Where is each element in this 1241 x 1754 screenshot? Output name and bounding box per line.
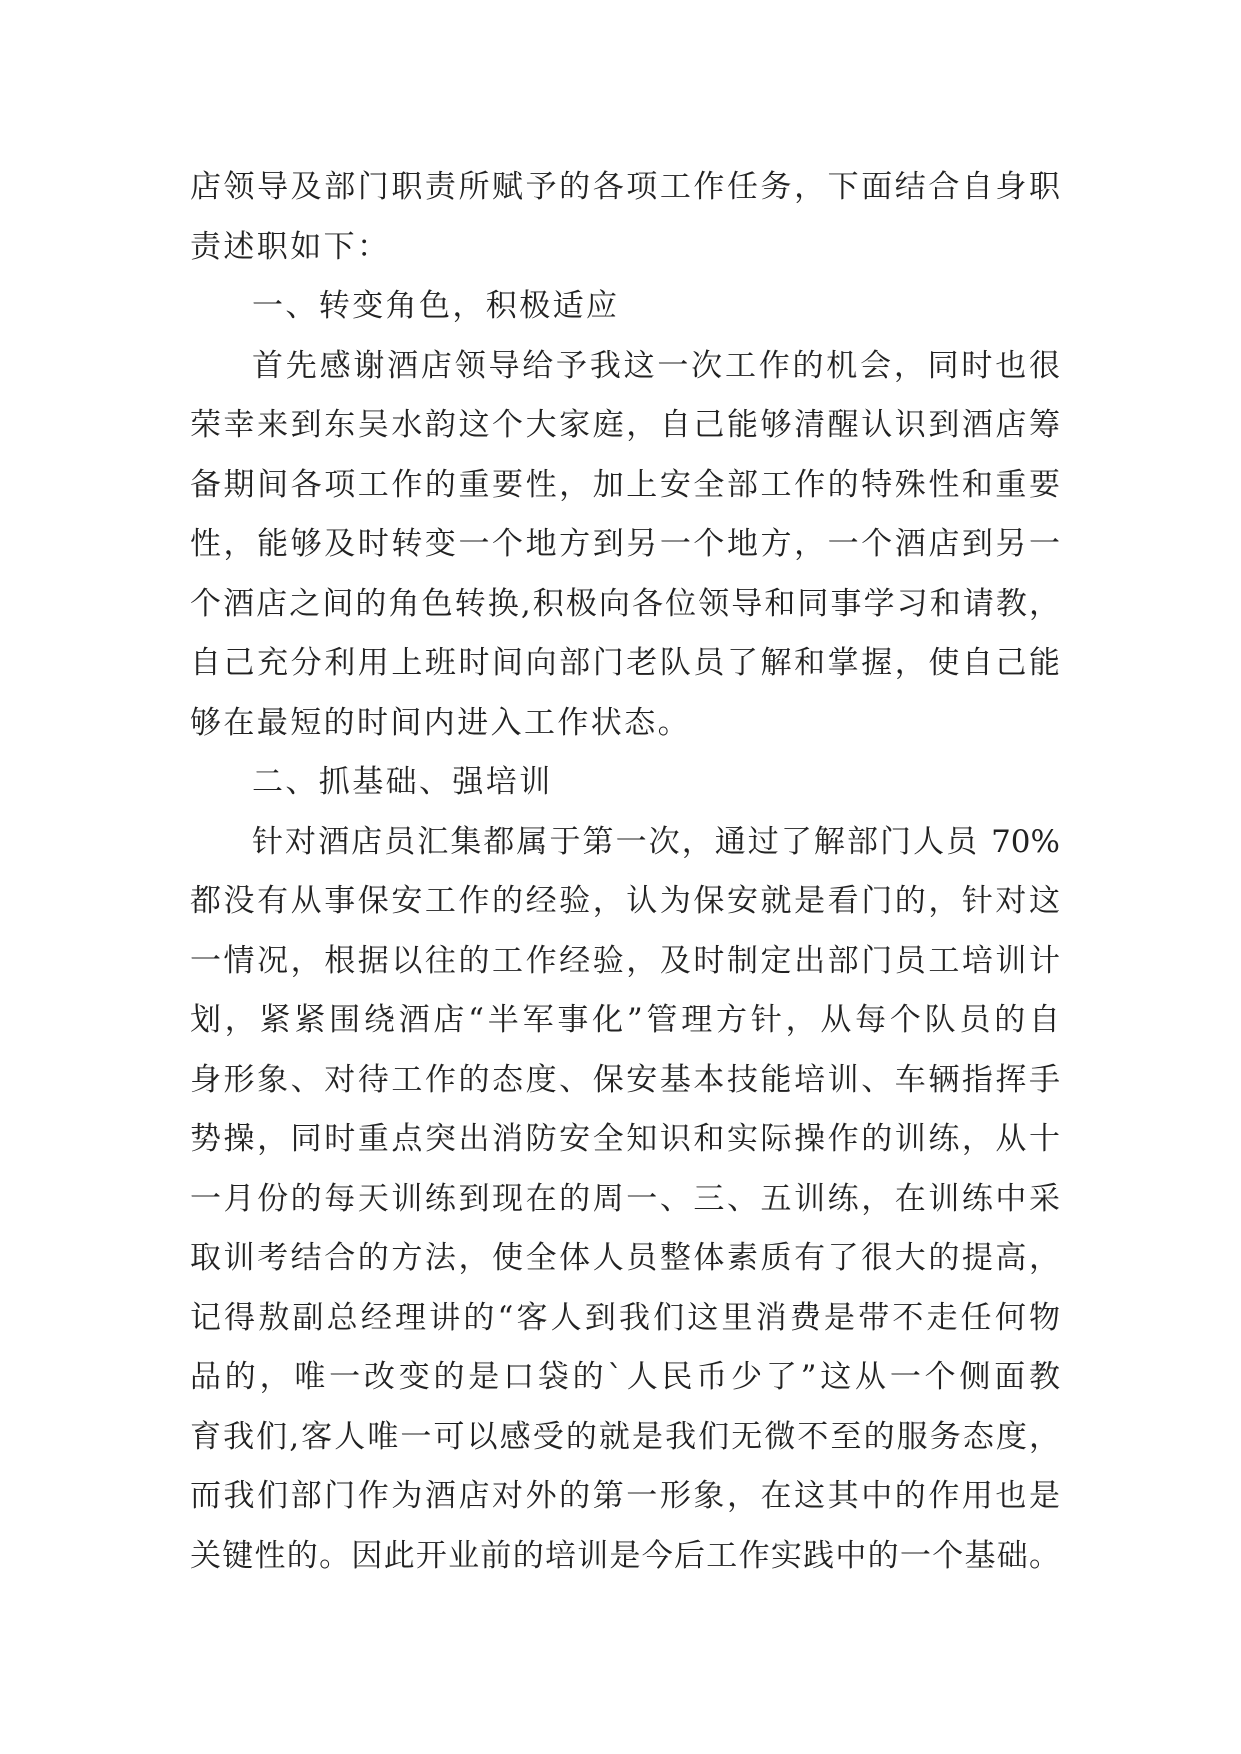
text-line: 品的，唯一改变的是口袋的`人民币少了”这从一个侧面教 (190, 1359, 1060, 1395)
text-line: 一、转变角色，积极适应 (252, 288, 620, 324)
text-line: 划，紧紧围绕酒店“半军事化”管理方针，从每个队员的自 (190, 1002, 1060, 1038)
text-line: 店领导及部门职责所赋予的各项工作任务，下面结合自身职 (190, 169, 1060, 205)
document-body (190, 158, 1060, 1586)
text-line: 针对酒店员汇集都属于第一次，通过了解部门人员 70% (252, 823, 1060, 860)
text-line: 个酒店之间的角色转换,积极向各位领导和同事学习和请教， (190, 585, 1060, 622)
text-line: 一情况，根据以往的工作经验，及时制定出部门员工培训计 (190, 942, 1060, 979)
text-line: 记得敖副总经理讲的“客人到我们这里消费是带不走任何物 (190, 1299, 1060, 1336)
text-line: 二、抓基础、强培训 (252, 764, 553, 800)
text-line: 责述职如下： (190, 228, 391, 265)
text-line: 势操，同时重点突出消防安全知识和实际操作的训练，从十 (190, 1121, 1060, 1157)
text-line: 都没有从事保安工作的经验，认为保安就是看门的，针对这 (190, 883, 1060, 919)
text-line: 而我们部门作为酒店对外的第一形象，在这其中的作用也是 (190, 1478, 1060, 1514)
text-line: 自己充分利用上班时间向部门老队员了解和掌握，使自己能 (190, 645, 1060, 681)
text-line: 够在最短的时间内进入工作状态。 (190, 704, 691, 741)
text-line: 一月份的每天训练到现在的周一、三、五训练，在训练中采 (190, 1180, 1060, 1217)
text-line: 关键性的。因此开业前的培训是今后工作实践中的一个基础。 (190, 1537, 1060, 1574)
text-line: 育我们,客人唯一可以感受的就是我们无微不至的服务态度， (190, 1418, 1060, 1455)
text-line: 性，能够及时转变一个地方到另一个地方，一个酒店到另一 (190, 526, 1060, 562)
text-line: 首先感谢酒店领导给予我这一次工作的机会，同时也很 (252, 347, 1060, 384)
text-line: 身形象、对待工作的态度、保安基本技能培训、车辆指挥手 (190, 1061, 1060, 1098)
text-line: 备期间各项工作的重要性，加上安全部工作的特殊性和重要 (190, 466, 1060, 503)
text-line: 荣幸来到东吴水韵这个大家庭，自己能够清醒认识到酒店筹 (190, 407, 1060, 443)
text-line: 取训考结合的方法，使全体人员整体素质有了很大的提高， (190, 1240, 1060, 1276)
